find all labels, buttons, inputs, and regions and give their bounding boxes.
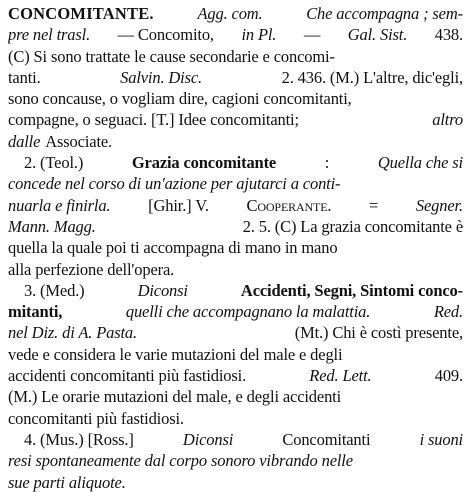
entry-line bbox=[8, 173, 463, 194]
text-segment: Agg. com. bbox=[197, 4, 263, 23]
text-segment: altro bbox=[432, 110, 463, 130]
text-segment: pre nel trasl. bbox=[8, 25, 91, 45]
text-segment: alla perfezione dell'opera. bbox=[8, 259, 175, 279]
text-segment: sono concause, o vogliam dire, cagioni concomitanti, bbox=[8, 89, 352, 109]
entry-line bbox=[8, 386, 463, 407]
text-segment: (Mt.) Chi è costì presente, bbox=[294, 323, 463, 343]
text-segment: concomitanti più fastidiosi. bbox=[8, 408, 184, 428]
text-segment: nel Diz. di A. Pasta. bbox=[8, 323, 138, 343]
entry-line bbox=[8, 3, 463, 24]
text-segment: 3. (Med.) bbox=[24, 280, 85, 300]
text-segment: Red. Lett. bbox=[309, 366, 372, 386]
entry-line bbox=[8, 88, 463, 109]
text-segment: Associate. bbox=[45, 131, 113, 151]
entry-line bbox=[8, 429, 463, 450]
entry-line bbox=[8, 152, 463, 173]
text-segment: compagne, o seguaci. [T.] Idee concomitanti; bbox=[8, 110, 299, 130]
entry-line bbox=[8, 322, 463, 343]
text-segment: Diconsi bbox=[137, 280, 188, 300]
entry-line bbox=[8, 259, 463, 280]
entry-line bbox=[8, 237, 463, 258]
entry-line bbox=[8, 472, 463, 492]
text-segment: in Pl. bbox=[241, 25, 277, 45]
text-segment: quella la quale poi ti accompagna di mano in mano bbox=[8, 238, 338, 258]
entry-line bbox=[8, 24, 463, 45]
text-segment: 2. (Teol.) bbox=[24, 153, 84, 173]
text-segment: 409. bbox=[434, 366, 463, 386]
entry-line bbox=[8, 46, 463, 67]
text-segment: Grazia concomitante bbox=[131, 153, 277, 173]
entry-line bbox=[8, 301, 463, 322]
text-segment: 438. bbox=[434, 25, 463, 45]
text-segment: mitanti, bbox=[8, 302, 63, 322]
text-segment: accidenti concomitanti più fastidiosi. bbox=[8, 366, 247, 386]
text-segment: quelli che accompagnano la malattia. bbox=[125, 302, 371, 322]
text-segment: Concomitanti bbox=[282, 429, 371, 449]
text-segment: Che accompagna ; sem- bbox=[306, 4, 463, 23]
text-segment: i suoni bbox=[419, 429, 463, 449]
entry-line bbox=[8, 216, 463, 237]
text-segment: concede nel corso di un'azione per ajutarci a conti- bbox=[8, 174, 341, 194]
text-segment: (C) Si sono trattate le cause secondarie e concomi- bbox=[8, 46, 335, 66]
text-segment: 2. 5. (C) La grazia concomitante è bbox=[242, 216, 463, 236]
text-segment: resi spontaneamente dal corpo sonoro vibrando nelle bbox=[8, 451, 353, 471]
text-segment: 4. (Mus.) [Ross.] bbox=[24, 429, 134, 449]
entry-line bbox=[8, 280, 463, 301]
entry-line bbox=[8, 450, 463, 471]
text-segment: Mann. Magg. bbox=[8, 216, 96, 236]
text-segment: nuarla e finirla. bbox=[8, 195, 111, 215]
text-segment: [Ghir.] V. bbox=[148, 195, 209, 215]
text-segment: = bbox=[369, 195, 379, 215]
text-segment: (M.) Le orarie mutazioni del male, e degli accidenti bbox=[8, 387, 342, 407]
entry-line bbox=[8, 131, 463, 152]
text-segment: — Concomito, bbox=[117, 25, 214, 45]
entry-line bbox=[8, 344, 463, 365]
text-segment: dalle bbox=[8, 131, 41, 151]
text-segment: Segner. bbox=[415, 195, 463, 215]
entry-line bbox=[8, 365, 463, 386]
entry-line bbox=[8, 408, 463, 429]
text-segment: Salvin. Disc. bbox=[120, 67, 203, 87]
text-segment: Accidenti, Segni, Sintomi conco- bbox=[240, 280, 463, 300]
text-segment: tanti. bbox=[8, 67, 41, 87]
text-segment: Diconsi bbox=[182, 429, 234, 449]
text-segment: Gal. Sist. bbox=[347, 25, 408, 45]
text-segment: 2. 436. (M.) L'altre, dic'egli, bbox=[281, 67, 463, 87]
text-segment: CONCOMITANTE. bbox=[8, 4, 154, 23]
text-segment: sue parti aliquote. bbox=[8, 472, 126, 492]
entry-line bbox=[8, 195, 463, 216]
text-segment: : bbox=[324, 153, 330, 173]
text-segment: Quella che si bbox=[377, 153, 463, 173]
text-segment: Cooperante. bbox=[246, 195, 332, 215]
entry-line bbox=[8, 67, 463, 88]
entry-line bbox=[8, 109, 463, 130]
text-segment: vede e considera le varie mutazioni del male e degli bbox=[8, 344, 343, 364]
text-segment: — bbox=[303, 25, 321, 45]
text-segment: Red. bbox=[433, 302, 463, 322]
